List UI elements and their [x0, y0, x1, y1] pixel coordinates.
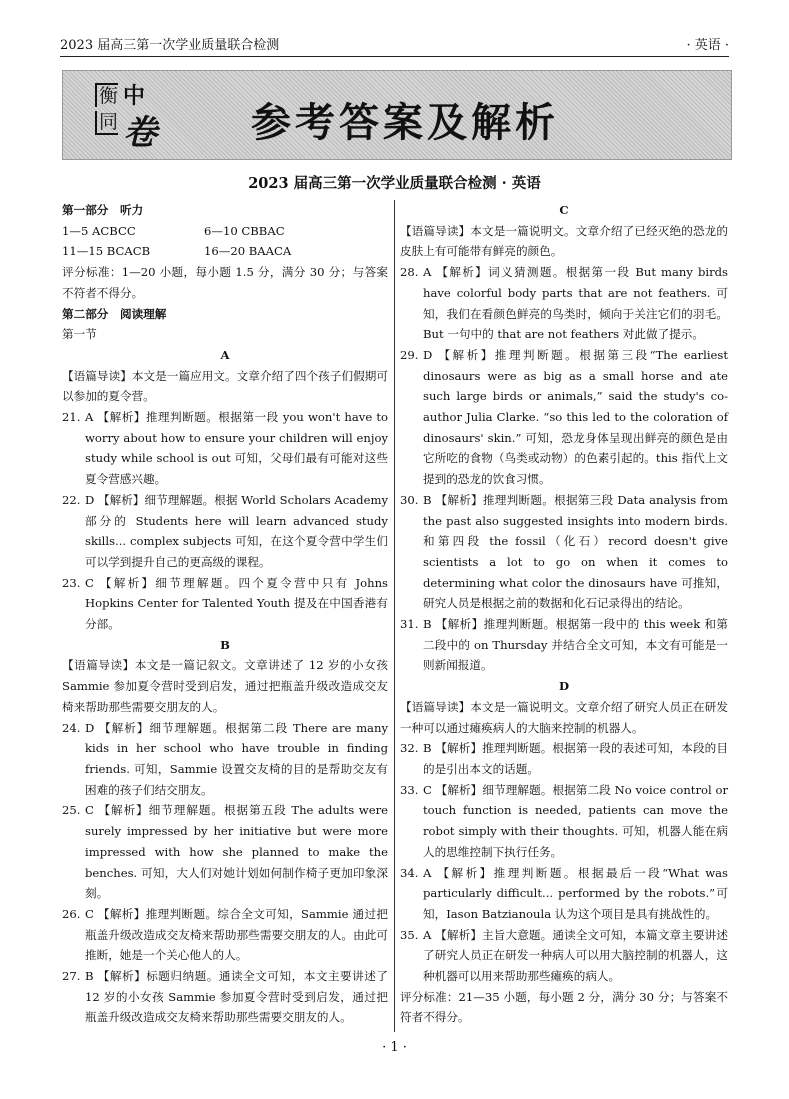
part-one-heading: 第一部分 听力 — [62, 203, 144, 217]
answer-row — [62, 241, 388, 262]
passage-letter: A — [220, 347, 230, 362]
answer-group: 11—15 BCACB — [62, 244, 151, 259]
banner-title: 参考答案及解析 — [251, 100, 559, 146]
answer-group: 1—5 ACBCC — [62, 223, 136, 238]
question-number: 31. — [400, 617, 419, 632]
answer-explanation: B 【解析】推理判断题。根据第一段中的 this week 和第二段中的 on Thursday 并结合全文可知，本文有可能是一则新闻报道。 — [423, 617, 728, 673]
left-column — [62, 200, 388, 1028]
answer-explanation: C 【解析】推理判断题。综合全文可知，Sammie 通过把瓶盖升级改造成交友椅来帮助那些需要交朋友的人。由此可推断，她是一个关心他人的人。 — [85, 906, 388, 963]
answer-explanation: D 【解析】细节理解题。根据第二段 There are many kids in her school who have trouble in finding friends. 可知，Sammie 设置交友椅的目的是帮助交友有困难的孩子们结交朋友。 — [85, 720, 388, 797]
question-number: 30. — [400, 492, 419, 507]
answer-item — [400, 780, 728, 863]
answer-explanation: B 【解析】标题归纳题。通读全文可知，本文主要讲述了 12 岁的小女孩 Sammie 参加夏令营时受到启发，通过把瓶盖升级改造成交友椅来帮助那些需要交朋友的人。 — [85, 969, 388, 1025]
scoring-standard: 评分标准：21—35 小题，每小题 2 分，满分 30 分；与答案不符者不得分。 — [400, 989, 728, 1025]
question-number: 28. — [400, 265, 419, 280]
question-number: 25. — [62, 803, 81, 818]
passage-guide: 【语篇导读】本文是一篇说明文。文章介绍了研究人员正在研发一种可以通过瘫痪病人的大脑来控制的机器人。 — [400, 699, 728, 735]
column-divider — [394, 200, 395, 1032]
question-number: 33. — [400, 782, 419, 797]
answer-item — [62, 573, 388, 635]
answer-explanation: B 【解析】推理判断题。根据第一段的表述可知，本段的目的是引出本文的话题。 — [423, 741, 728, 776]
answer-explanation: C 【解析】细节理解题。根据第五段 The adults were surely impressed by her initiative but were more impressed with how she planned to make the benches. 可知，大人们对她计划如何制作椅子更加印象深刻。 — [85, 803, 388, 901]
question-number: 24. — [62, 720, 81, 735]
answer-explanation: D 【解析】细节理解题。根据 World Scholars Academy 部分的 Students here will learn advanced study skills... complex subjects 可知，在这个夏令营中学生们可以学到提升自己的更高级的课程。 — [85, 492, 388, 569]
page-header — [60, 34, 729, 57]
logo-char-4: 卷 — [123, 113, 157, 153]
scoring-standard: 评分标准：1—20 小题，每小题 1.5 分，满分 30 分；与答案不符者不得分。 — [62, 265, 388, 300]
title-banner — [62, 70, 732, 160]
answer-item — [62, 407, 388, 490]
publisher-logo — [89, 79, 181, 151]
answer-item — [62, 966, 388, 1028]
question-number: 22. — [62, 492, 81, 507]
answer-explanation: A 【解析】推理判断题。根据第一段 you won't have to worry about how to ensure your children will enjoy study while school is out 可知，父母们最有可能对这些夏令营感兴趣。 — [85, 410, 388, 487]
answer-explanation: D 【解析】推理判断题。根据第三段“The earliest dinosaurs were as big as a small horse and ate such large birds or animals,” said the study's co-author Julia Clarke. “so this led to the coloration of dinosaurs' skin.” 可知，恐龙身体呈现出鲜亮的颜色是由它所吃的食物（鸟类或动物）的色素引起的。this 指代上文提到的恐龙的饮食习惯。 — [423, 347, 728, 487]
question-number: 29. — [400, 347, 419, 362]
passage-guide: 【语篇导读】本文是一篇说明文。文章介绍了已经灭绝的恐龙的皮肤上有可能带有鲜亮的颜色。 — [400, 223, 728, 259]
answer-item — [400, 614, 728, 676]
header-exam-title: 2023 届高三第一次学业质量联合检测 — [60, 38, 280, 53]
section-heading: 第一节 — [62, 327, 97, 342]
answer-item — [400, 925, 728, 987]
answer-item — [62, 800, 388, 904]
question-number: 34. — [400, 865, 419, 880]
part-two-heading: 第二部分 阅读理解 — [62, 306, 167, 321]
question-number: 23. — [62, 575, 81, 590]
answer-item — [62, 490, 388, 573]
logo-char-3: 同 — [95, 111, 118, 135]
answer-explanation: A 【解析】主旨大意题。通读全文可知，本篇文章主要讲述了研究人员正在研发一种病人可以用大脑控制的机器人，这种机器可以用来帮助那些瘫痪的病人。 — [423, 927, 728, 984]
right-column — [400, 200, 728, 1028]
answer-group: 6—10 CBBAC — [204, 223, 285, 238]
question-number: 35. — [400, 927, 419, 942]
passage-guide: 【语篇导读】本文是一篇记叙文。文章讲述了 12 岁的小女孩 Sammie 参加夏令营时受到启发，通过把瓶盖升级改造成交友椅来帮助那些需要交朋友的人。 — [62, 658, 388, 714]
question-number: 26. — [62, 906, 81, 921]
passage-letter: B — [220, 637, 230, 652]
answer-item — [62, 904, 388, 966]
answer-item — [400, 738, 728, 779]
answer-explanation: A 【解析】推理判断题。根据最后一段“What was particularly difficult... performed by the robots.”可知，Iason Batzianoula 认为这个项目是具有挑战性的。 — [423, 865, 728, 921]
answer-row — [62, 221, 388, 242]
answer-explanation: C 【解析】细节理解题。根据第二段 No voice control or touch function is needed, patients can move the robot simply with their thoughts. 可知，机器人能在病人的思维控制下执行任务。 — [423, 782, 728, 859]
logo-char-2: 中 — [123, 83, 146, 109]
answer-explanation: C 【解析】细节理解题。四个夏令营中只有 Johns Hopkins Center for Talented Youth 提及在中国香港有分部。 — [85, 575, 388, 632]
document-title: 2023 届高三第一次学业质量联合检测 · 英语 — [248, 175, 541, 192]
answer-item — [400, 863, 728, 925]
answer-item — [400, 345, 728, 490]
answer-explanation: B 【解析】推理判断题。根据第三段 Data analysis from the past also suggested insights into modern birds. 和第四段 the fossil（化石）record doesn't give scientists a lot to go on when it comes to determining what color the dinosaurs have 可推知，研究人员是根据之前的数据和化石记录得出的结论。 — [423, 492, 728, 611]
page-number: · 1 · — [382, 1040, 407, 1055]
header-subject: · 英语 · — [686, 38, 729, 53]
passage-letter: D — [558, 679, 570, 694]
question-number: 21. — [62, 410, 81, 425]
logo-char-1: 衡 — [95, 83, 118, 107]
answer-item — [400, 490, 728, 614]
answer-explanation: A 【解析】词义猜测题。根据第一段 But many birds have colorful body parts that are not feathers. 可知，我们在看颜色鲜亮的鸟类时，倾向于关注它们的羽毛。But 一句中的 that are not feathers 对此做了提示。 — [423, 265, 728, 342]
passage-letter: C — [559, 203, 569, 217]
answer-item — [400, 262, 728, 345]
question-number: 32. — [400, 741, 419, 756]
answer-group: 16—20 BAACA — [204, 244, 292, 259]
question-number: 27. — [62, 969, 81, 984]
answer-item — [62, 718, 388, 801]
passage-guide: 【语篇导读】本文是一篇应用文。文章介绍了四个孩子们假期可以参加的夏令营。 — [62, 368, 388, 404]
